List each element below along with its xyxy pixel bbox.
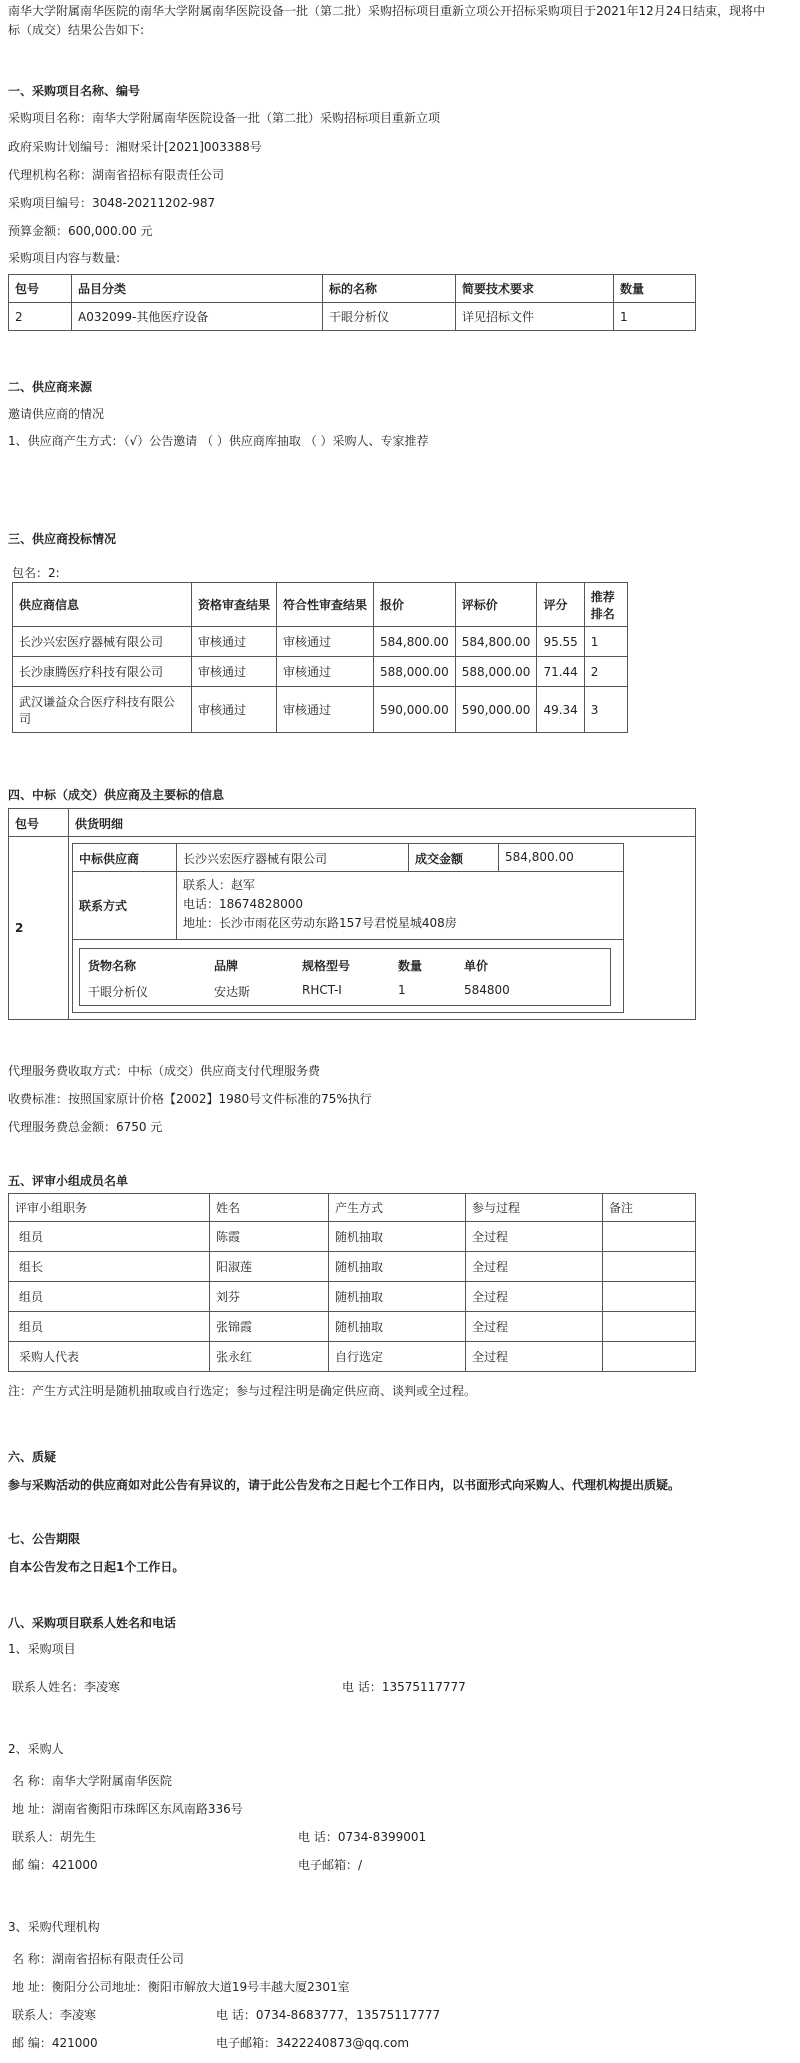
table-row [9, 1252, 696, 1282]
table-cell [603, 1252, 696, 1282]
agency-name: 代理机构名称：湖南省招标有限责任公司 [8, 168, 225, 182]
table-header-row [13, 583, 628, 627]
table-cell [603, 1282, 696, 1312]
table-cell: 详见招标文件 [456, 303, 614, 331]
section-6-title: 六、质疑 [8, 1450, 57, 1464]
table-cell: 武汉谦益众合医疗科技有限公司 [13, 687, 192, 733]
goods-header-cell: 单价 [464, 959, 489, 973]
table-cell: 全过程 [466, 1342, 603, 1372]
header-cell: 简要技术要求 [456, 275, 614, 303]
table-cell: 590,000.00 [455, 687, 537, 733]
section-4-title: 四、中标（成交）供应商及主要标的信息 [8, 788, 225, 802]
fee-total: 代理服务费总金额：6750 元 [8, 1120, 163, 1134]
winner-label: 中标供应商 [79, 852, 140, 866]
table-cell: 584,800.00 [455, 627, 537, 657]
table-cell: 陈霞 [210, 1222, 329, 1252]
header-cell: 资格审查结果 [192, 583, 277, 627]
supplier-source-label: 邀请供应商的情况 [8, 407, 105, 421]
purchaser-zip: 邮 编：421000 [12, 1858, 98, 1872]
goods-cell: 584800 [464, 983, 510, 997]
purchaser-email: 电子邮箱：/ [298, 1858, 363, 1872]
table-cell: 组长 [9, 1252, 210, 1282]
table-row [9, 303, 696, 331]
winner-contact-address: 地址：长沙市雨花区劳动东路157号君悦星城408房 [183, 916, 457, 930]
goods-cell: 干眼分析仪 [88, 985, 149, 999]
contact-label: 联系方式 [79, 899, 128, 913]
table-cell: 2 [584, 657, 627, 687]
table-cell: 审核通过 [192, 627, 277, 657]
header-cell: 符合性审查结果 [277, 583, 374, 627]
goods-header-cell: 货物名称 [88, 959, 137, 973]
winner-col-package [9, 809, 69, 837]
header-cell: 评分 [537, 583, 584, 627]
table-cell: 审核通过 [192, 687, 277, 733]
table-cell: 组员 [9, 1222, 210, 1252]
goods-header-cell: 数量 [398, 959, 423, 973]
table-row [9, 1342, 696, 1372]
table-cell: 自行选定 [329, 1342, 466, 1372]
winner-name-cell [177, 844, 409, 872]
table-cell: 组员 [9, 1282, 210, 1312]
table-cell: 长沙康腾医疗科技有限公司 [13, 657, 192, 687]
agency-contact-name: 名 称：湖南省招标有限责任公司 [12, 1952, 184, 1966]
winner-col-detail [69, 809, 695, 837]
section-7-title: 七、公告期限 [8, 1532, 81, 1546]
intro-paragraph: 南华大学附属南华医院的南华大学附属南华医院设备一批（第二批）采购招标项目重新立项公开招标采购项目于2021年12月24日结束，现将中标（成交）结果公告如下: [8, 4, 766, 37]
plan-number: 政府采购计划编号：湘财采计[2021]003388号 [8, 140, 262, 154]
bid-table [12, 582, 628, 733]
table-cell: 588,000.00 [455, 657, 537, 687]
header-cell: 包号 [9, 275, 72, 303]
goods-header-cell: 规格型号 [302, 959, 351, 973]
agency-contact-email: 电子邮箱：3422240873@qq.com [216, 2036, 410, 2050]
winner-name: 长沙兴宏医疗器械有限公司 [183, 852, 328, 866]
table-cell: 全过程 [466, 1312, 603, 1342]
table-row [9, 1222, 696, 1252]
header-cell: 供应商信息 [13, 583, 192, 627]
agency-contact-person: 联系人：李凌寒 [12, 2008, 97, 2022]
project-contact-phone: 电 话：13575117777 [342, 1680, 466, 1694]
table-cell [603, 1342, 696, 1372]
goods-header-cell: 品牌 [214, 959, 239, 973]
header-cell: 评标价 [455, 583, 537, 627]
package-number: 2 [15, 921, 24, 935]
table-header-row [9, 1194, 696, 1222]
supply-detail-box [72, 843, 624, 1013]
table-cell: 2 [9, 303, 72, 331]
agency-contact-address: 地 址：衡阳分公司地址：衡阳市解放大道19号丰越大厦2301室 [12, 1980, 350, 1994]
table-cell: 588,000.00 [374, 657, 456, 687]
table-cell: 49.34 [537, 687, 584, 733]
contact-group-agency: 3、采购代理机构 [8, 1920, 100, 1934]
period-text: 自本公告发布之日起1个工作日。 [8, 1560, 185, 1574]
section-5-title: 五、评审小组成员名单 [8, 1174, 129, 1188]
table-cell: 审核通过 [277, 627, 374, 657]
table-cell: 95.55 [537, 627, 584, 657]
budget-amount: 预算金额：600,000.00 元 [8, 224, 153, 238]
goods-box [79, 948, 611, 1006]
table-header-row [9, 275, 696, 303]
table-cell: 随机抽取 [329, 1282, 466, 1312]
table-cell: 阳淑莲 [210, 1252, 329, 1282]
purchaser-address: 地 址：湖南省衡阳市珠晖区东风南路336号 [12, 1802, 243, 1816]
panel-table [8, 1193, 696, 1372]
header-cell: 品目分类 [72, 275, 323, 303]
section-3-title: 三、供应商投标情况 [8, 532, 117, 546]
table-cell [603, 1312, 696, 1342]
section-2-title: 二、供应商来源 [8, 380, 93, 394]
table-cell: 584,800.00 [374, 627, 456, 657]
fee-method: 代理服务费收取方式：中标（成交）供应商支付代理服务费 [8, 1064, 321, 1078]
objection-text: 参与采购活动的供应商如对此公告有异议的，请于此公告发布之日起七个工作日内，以书面形式向采购人、代理机构提出质疑。 [8, 1478, 681, 1492]
table-cell: 审核通过 [277, 657, 374, 687]
purchaser-phone: 电 话：0734-8399001 [298, 1830, 427, 1844]
table-cell: 590,000.00 [374, 687, 456, 733]
col-detail-label: 供货明细 [75, 817, 124, 831]
winning-amount: 584,800.00 [505, 850, 574, 864]
table-cell: 审核通过 [192, 657, 277, 687]
supplier-method: 1、供应商产生方式：（√）公告邀请 （ ）供应商库抽取 （ ）采购人、专家推荐 [8, 434, 429, 448]
table-row [13, 687, 628, 733]
goods-cell: 安达斯 [214, 985, 251, 999]
table-cell: 全过程 [466, 1222, 603, 1252]
panel-note: 注：产生方式注明是随机抽取或自行选定；参与过程注明是确定供应商、谈判或全过程。 [8, 1384, 477, 1398]
table-cell: 张锦霞 [210, 1312, 329, 1342]
contact-info-cell [177, 872, 623, 940]
project-name: 采购项目名称：南华大学附属南华医院设备一批（第二批）采购招标项目重新立项 [8, 111, 441, 125]
agency-contact-zip: 邮 编：421000 [12, 2036, 98, 2050]
table-cell: 71.44 [537, 657, 584, 687]
contact-group-project: 1、采购项目 [8, 1642, 76, 1656]
table-cell: 3 [584, 687, 627, 733]
table-row [13, 627, 628, 657]
table-cell: 采购人代表 [9, 1342, 210, 1372]
contact-label-cell [73, 872, 177, 940]
table-cell: 刘芬 [210, 1282, 329, 1312]
agency-contact-phone: 电 话：0734-8683777，13575117777 [216, 2008, 441, 2022]
table-cell: 1 [584, 627, 627, 657]
header-cell: 产生方式 [329, 1194, 466, 1222]
table-cell: 干眼分析仪 [323, 303, 456, 331]
header-cell: 参与过程 [466, 1194, 603, 1222]
purchaser-contact: 联系人：胡先生 [12, 1830, 97, 1844]
amount-cell [499, 844, 623, 872]
section-8-title: 八、采购项目联系人姓名和电话 [8, 1616, 177, 1630]
project-number: 采购项目编号：3048-20211202-987 [8, 196, 216, 210]
amount-label-cell [409, 844, 499, 872]
table-cell: 随机抽取 [329, 1312, 466, 1342]
amount-label: 成交金额 [415, 852, 464, 866]
project-contact-name: 联系人姓名：李凌寒 [12, 1680, 121, 1694]
col-package-label: 包号 [15, 817, 40, 831]
header-cell: 数量 [614, 275, 696, 303]
winner-contact-person: 联系人：赵军 [183, 878, 256, 892]
header-cell: 姓名 [210, 1194, 329, 1222]
fee-standard: 收费标准：按照国家原计价格【2002】1980号文件标准的75%执行 [8, 1092, 372, 1106]
winner-package-cell [9, 837, 69, 1019]
package-name: 包名：2: [12, 566, 60, 580]
content-label: 采购项目内容与数量: [8, 251, 121, 265]
table-cell: 张永红 [210, 1342, 329, 1372]
content-table [8, 274, 696, 331]
goods-cell: 1 [398, 983, 406, 997]
table-row [9, 1282, 696, 1312]
table-row [9, 1312, 696, 1342]
table-cell: 1 [614, 303, 696, 331]
table-cell [603, 1222, 696, 1252]
header-cell: 备注 [603, 1194, 696, 1222]
contact-group-purchaser: 2、采购人 [8, 1742, 64, 1756]
purchaser-name: 名 称：南华大学附属南华医院 [12, 1774, 172, 1788]
winner-contact-phone: 电话：18674828000 [183, 897, 303, 911]
table-cell: 组员 [9, 1312, 210, 1342]
table-cell: 随机抽取 [329, 1222, 466, 1252]
table-cell: 审核通过 [277, 687, 374, 733]
table-cell: 随机抽取 [329, 1252, 466, 1282]
header-cell: 评审小组职务 [9, 1194, 210, 1222]
winner-table [8, 808, 696, 1020]
winner-label-cell [73, 844, 177, 872]
header-cell: 推荐排名 [584, 583, 627, 627]
table-cell: 全过程 [466, 1282, 603, 1312]
table-cell: 长沙兴宏医疗器械有限公司 [13, 627, 192, 657]
table-row [13, 657, 628, 687]
section-1-title: 一、采购项目名称、编号 [8, 84, 141, 98]
header-cell: 报价 [374, 583, 456, 627]
table-cell: 全过程 [466, 1252, 603, 1282]
goods-cell: RHCT-I [302, 983, 342, 997]
header-cell: 标的名称 [323, 275, 456, 303]
table-cell: A032099-其他医疗设备 [72, 303, 323, 331]
